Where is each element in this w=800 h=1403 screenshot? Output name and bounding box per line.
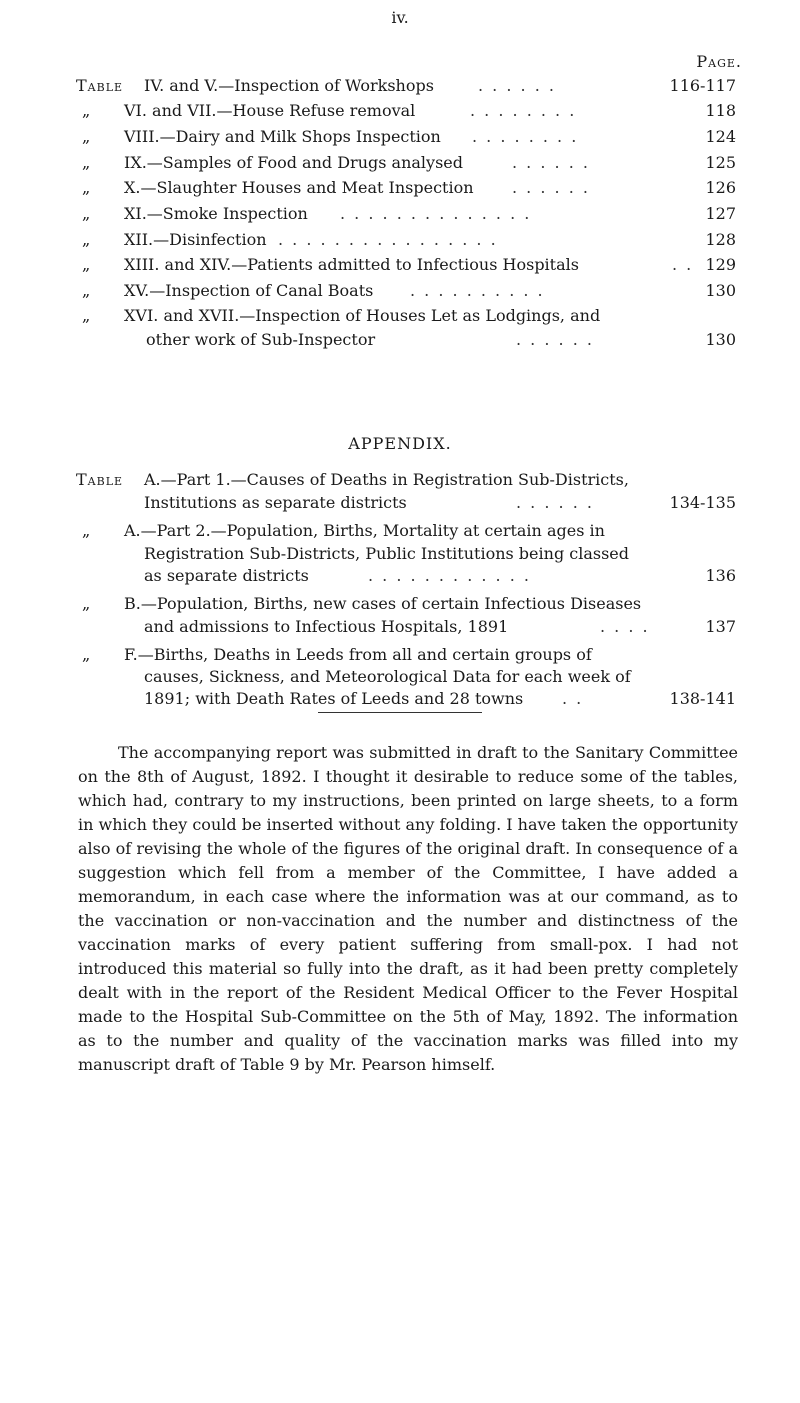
toc-entry-page: 124 <box>705 127 736 146</box>
appendix-entry-label: causes, Sickness, and Meteorological Data for each week of <box>144 667 631 686</box>
toc-entry-page: 128 <box>705 230 736 249</box>
toc-entry-label: IV. and V.—Inspection of Workshops <box>144 76 434 95</box>
appendix-entry-label: as separate districts <box>144 566 309 585</box>
appendix-title: APPENDIX. <box>348 434 452 453</box>
appendix-entry-label: Institutions as separate districts <box>144 493 407 512</box>
toc-row <box>0 306 800 326</box>
toc-entry-label: VI. and VII.—House Refuse removal <box>124 101 416 120</box>
preface-paragraph: The accompanying report was submitted in draft to the Sanitary Committee on the 8th of August, 1892. I thought it desirable to reduce some of the tables, which had, contrary to my instructions, been printed on large sheets, to a form in which they could be inserted without any folding. I have taken the opportunity also of revising the whole of the figures of the original draft. In consequence of a suggestion which fell from a member of the Committee, I have added a memorandum, in each case where the information was at our command, as to the vaccination or non-vaccination and the number and distinctness of the vaccination marks of every patient suffering from small-pox. I had not introduced this material so fully into the draft, as it had been pretty completely dealt with in the report of the Resident Medical Officer to the Fever Hospital made to the Hospital Sub-Committee on the 5th of May, 1892. The information as to the number and quality of the vaccination marks was filled into my manuscript draft of Table 9 by Mr. Pearson himself. <box>78 743 738 1074</box>
toc-entry-label: XV.—Inspection of Canal Boats <box>124 281 374 300</box>
appendix-row <box>0 521 800 541</box>
toc-entry-label: XVI. and XVII.—Inspection of Houses Let as Lodgings, and <box>124 306 601 325</box>
ditto-mark: „ <box>82 306 91 325</box>
toc-entry-label: XIII. and XIV.—Patients admitted to Infectious Hospitals <box>124 255 579 274</box>
page-column-header: Page. <box>696 52 742 71</box>
appendix-row <box>0 493 800 513</box>
appendix-row <box>0 667 800 687</box>
appendix-entry-label: F.—Births, Deaths in Leeds from all and certain groups of <box>124 645 592 664</box>
leader-dots: . . . . . . <box>516 330 594 349</box>
leader-dots: . . . . . . . . . . . . . . <box>340 204 532 223</box>
ditto-mark: „ <box>82 645 91 664</box>
toc-row <box>0 153 800 173</box>
leader-dots: . . . . . . <box>512 153 590 172</box>
appendix-entry-page: 134-135 <box>669 493 736 512</box>
leader-dots: . . . . . . <box>512 178 590 197</box>
ditto-mark: „ <box>82 230 91 249</box>
ditto-mark: „ <box>82 521 91 540</box>
section-divider <box>318 712 482 713</box>
appendix-entry-page: 136 <box>705 566 736 585</box>
appendix-entry-label: Registration Sub-Districts, Public Institutions being classed <box>144 544 630 563</box>
toc-row <box>0 330 800 350</box>
ditto-mark: „ <box>82 101 91 120</box>
leader-dots: . . . . . . . . . . . . <box>368 566 531 585</box>
toc-row <box>0 204 800 224</box>
toc-entry-page: 130 <box>705 330 736 349</box>
toc-entry-page: 129 <box>705 255 736 274</box>
appendix-row <box>0 544 800 564</box>
toc-entry-page: 130 <box>705 281 736 300</box>
leader-dots: . . <box>672 255 694 274</box>
ditto-mark: „ <box>82 178 91 197</box>
appendix-entry-page: 137 <box>705 617 736 636</box>
leader-dots: . . . . . . . . . . . . . . . . <box>278 230 498 249</box>
toc-row <box>0 101 800 121</box>
toc-entry-label: other work of Sub-Inspector <box>146 330 376 349</box>
leader-dots: . . . . <box>600 617 650 636</box>
appendix-entry-label: 1891; with Death Rates of Leeds and 28 towns <box>144 689 524 708</box>
toc-entry-page: 126 <box>705 178 736 197</box>
appendix-row <box>0 594 800 614</box>
toc-row <box>0 281 800 301</box>
toc-entry-label: XII.—Disinfection <box>124 230 267 249</box>
toc-entry-label: X.—Slaughter Houses and Meat Inspection <box>124 178 474 197</box>
leader-dots: . . . . . . . . <box>472 127 579 146</box>
leader-dots: . . . . . . <box>478 76 556 95</box>
leader-dots: . . <box>562 689 584 708</box>
ditto-mark: „ <box>82 127 91 146</box>
ditto-mark: „ <box>82 594 91 613</box>
toc-row <box>0 230 800 250</box>
toc-entry-page: 127 <box>705 204 736 223</box>
appendix-row <box>0 689 800 709</box>
appendix-entry-label: B.—Population, Births, new cases of certain Infectious Diseases <box>124 594 642 613</box>
appendix-row <box>0 645 800 665</box>
ditto-mark: „ <box>82 204 91 223</box>
toc-entry-label: VIII.—Dairy and Milk Shops Inspection <box>124 127 441 146</box>
leader-dots: . . . . . . . . . . <box>410 281 545 300</box>
leader-dots: . . . . . . . . <box>470 101 577 120</box>
toc-row <box>0 76 800 96</box>
appendix-entry-label: and admissions to Infectious Hospitals, 1891 <box>144 617 509 636</box>
toc-entry-page: 125 <box>705 153 736 172</box>
leader-dots: . . . . . . <box>516 493 594 512</box>
appendix-entry-label: A.—Part 2.—Population, Births, Mortality at certain ages in <box>124 521 605 540</box>
toc-lead-label: Table <box>76 76 124 95</box>
toc-row <box>0 127 800 147</box>
ditto-mark: „ <box>82 153 91 172</box>
appendix-row <box>0 470 800 490</box>
appendix-row <box>0 617 800 637</box>
appendix-entry-page: 138-141 <box>669 689 736 708</box>
toc-entry-page: 118 <box>705 101 736 120</box>
page-number: iv. <box>391 8 409 27</box>
appendix-row <box>0 566 800 586</box>
toc-row <box>0 255 800 275</box>
ditto-mark: „ <box>82 255 91 274</box>
toc-entry-label: IX.—Samples of Food and Drugs analysed <box>124 153 464 172</box>
toc-entry-page: 116-117 <box>669 76 736 95</box>
appendix-entry-label: A.—Part 1.—Causes of Deaths in Registration Sub-Districts, <box>144 470 629 489</box>
toc-lead-label: Table <box>76 470 124 489</box>
toc-entry-label: XI.—Smoke Inspection <box>124 204 308 223</box>
toc-row <box>0 178 800 198</box>
ditto-mark: „ <box>82 281 91 300</box>
